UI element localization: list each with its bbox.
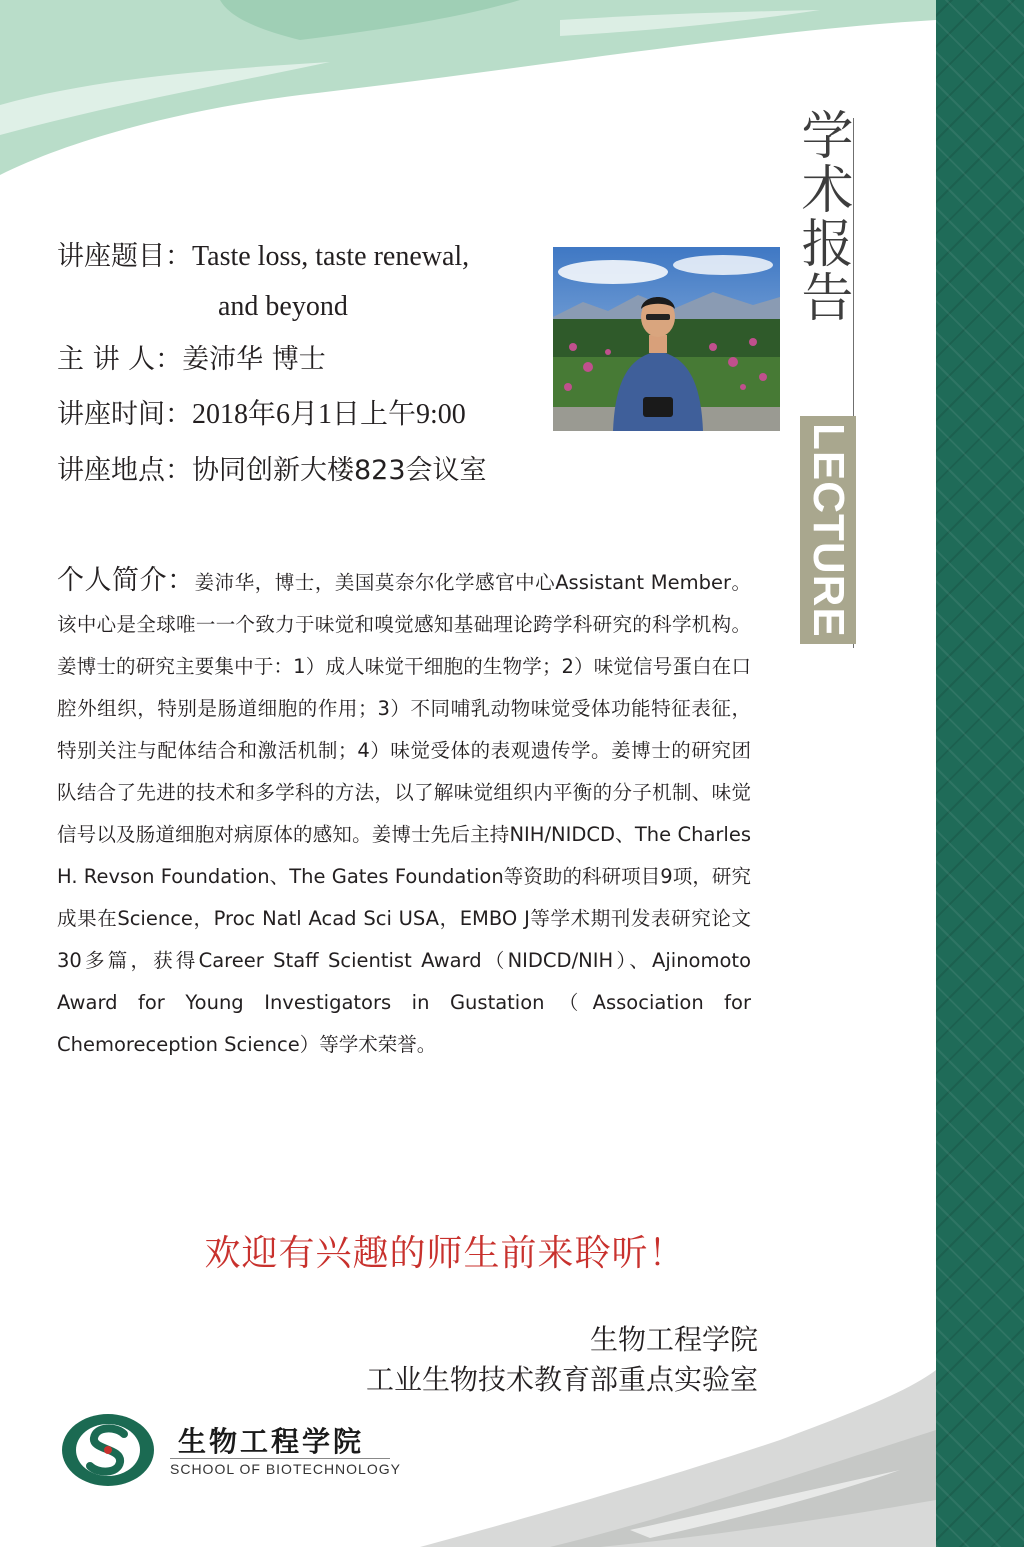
bio-heading: 个人简介： — [57, 565, 195, 596]
bio-section — [57, 560, 751, 1066]
logo-name-en: SCHOOL OF BIOTECHNOLOGY — [170, 1461, 401, 1477]
time-label: 讲座时间： — [57, 399, 192, 430]
organizer-line2: 工业生物技术教育部重点实验室 — [365, 1363, 758, 1396]
speaker-photo — [553, 247, 780, 431]
decorative-side-band — [936, 0, 1024, 1547]
info-speaker — [57, 340, 326, 380]
venue-value: 协同创新大楼823会议室 — [192, 455, 487, 486]
topic-value-line2: and beyond — [218, 291, 348, 322]
logo-name-cn: 生物工程学院 — [178, 1425, 365, 1458]
bio-text: 姜沛华，博士，美国莫奈尔化学感官中心Assistant Member。该中心是全球唯一一个致力于味觉和嗅觉感知基础理论跨学科研究的科学机构。姜博士的研究主要集中于：1）成人味觉干细胞的生物学；2）味觉信号蛋白在口腔外组织，特别是肠道细胞的作用；3）不同哺乳动物味觉受体功能特征表征，特别关注与配体结合和激活机制；4）味觉受体的表观遗传学。姜博士的研究团队结合了先进的技术和多学科的方法，以了解味觉组织内平衡的分子机制、味觉信号以及肠道细胞对病原体的感知。姜博士先后主持NIH/NIDCD、The Charles H. Revson Foundation、The Gates Foundation等资助的科研项目9项，研究成果在Science，Proc Natl Acad Sci USA，EMBO J等学术期刊发表研究论文30多篇，获得Career Staff Scientist Award（NIDCD/NIH）、Ajinomoto Award for Young Investigators in Gustation（Association for Chemoreception Science）等学术荣誉。 — [57, 571, 751, 1056]
venue-label: 讲座地点： — [57, 455, 192, 486]
organizer-line1: 生物工程学院 — [589, 1323, 758, 1356]
topic-label: 讲座题目： — [57, 241, 192, 272]
info-time — [57, 395, 466, 435]
speaker-label: 主 讲 人： — [57, 344, 183, 375]
info-topic-line2 — [218, 287, 348, 327]
speaker-value: 姜沛华 博士 — [182, 344, 326, 375]
school-logo-icon — [60, 1412, 156, 1488]
time-value: 2018年6月1日上午9:00 — [192, 399, 466, 430]
topic-value-line1: Taste loss, taste renewal, — [192, 241, 470, 272]
lecture-label: LECTURE — [804, 422, 853, 638]
info-venue — [57, 451, 487, 491]
lecture-label-box — [800, 416, 856, 644]
title-vertical: 学术报告 — [792, 108, 852, 324]
welcome-message: 欢迎有兴趣的师生前来聆听！ — [204, 1233, 686, 1274]
info-topic — [57, 237, 469, 277]
logo-divider — [170, 1458, 390, 1459]
